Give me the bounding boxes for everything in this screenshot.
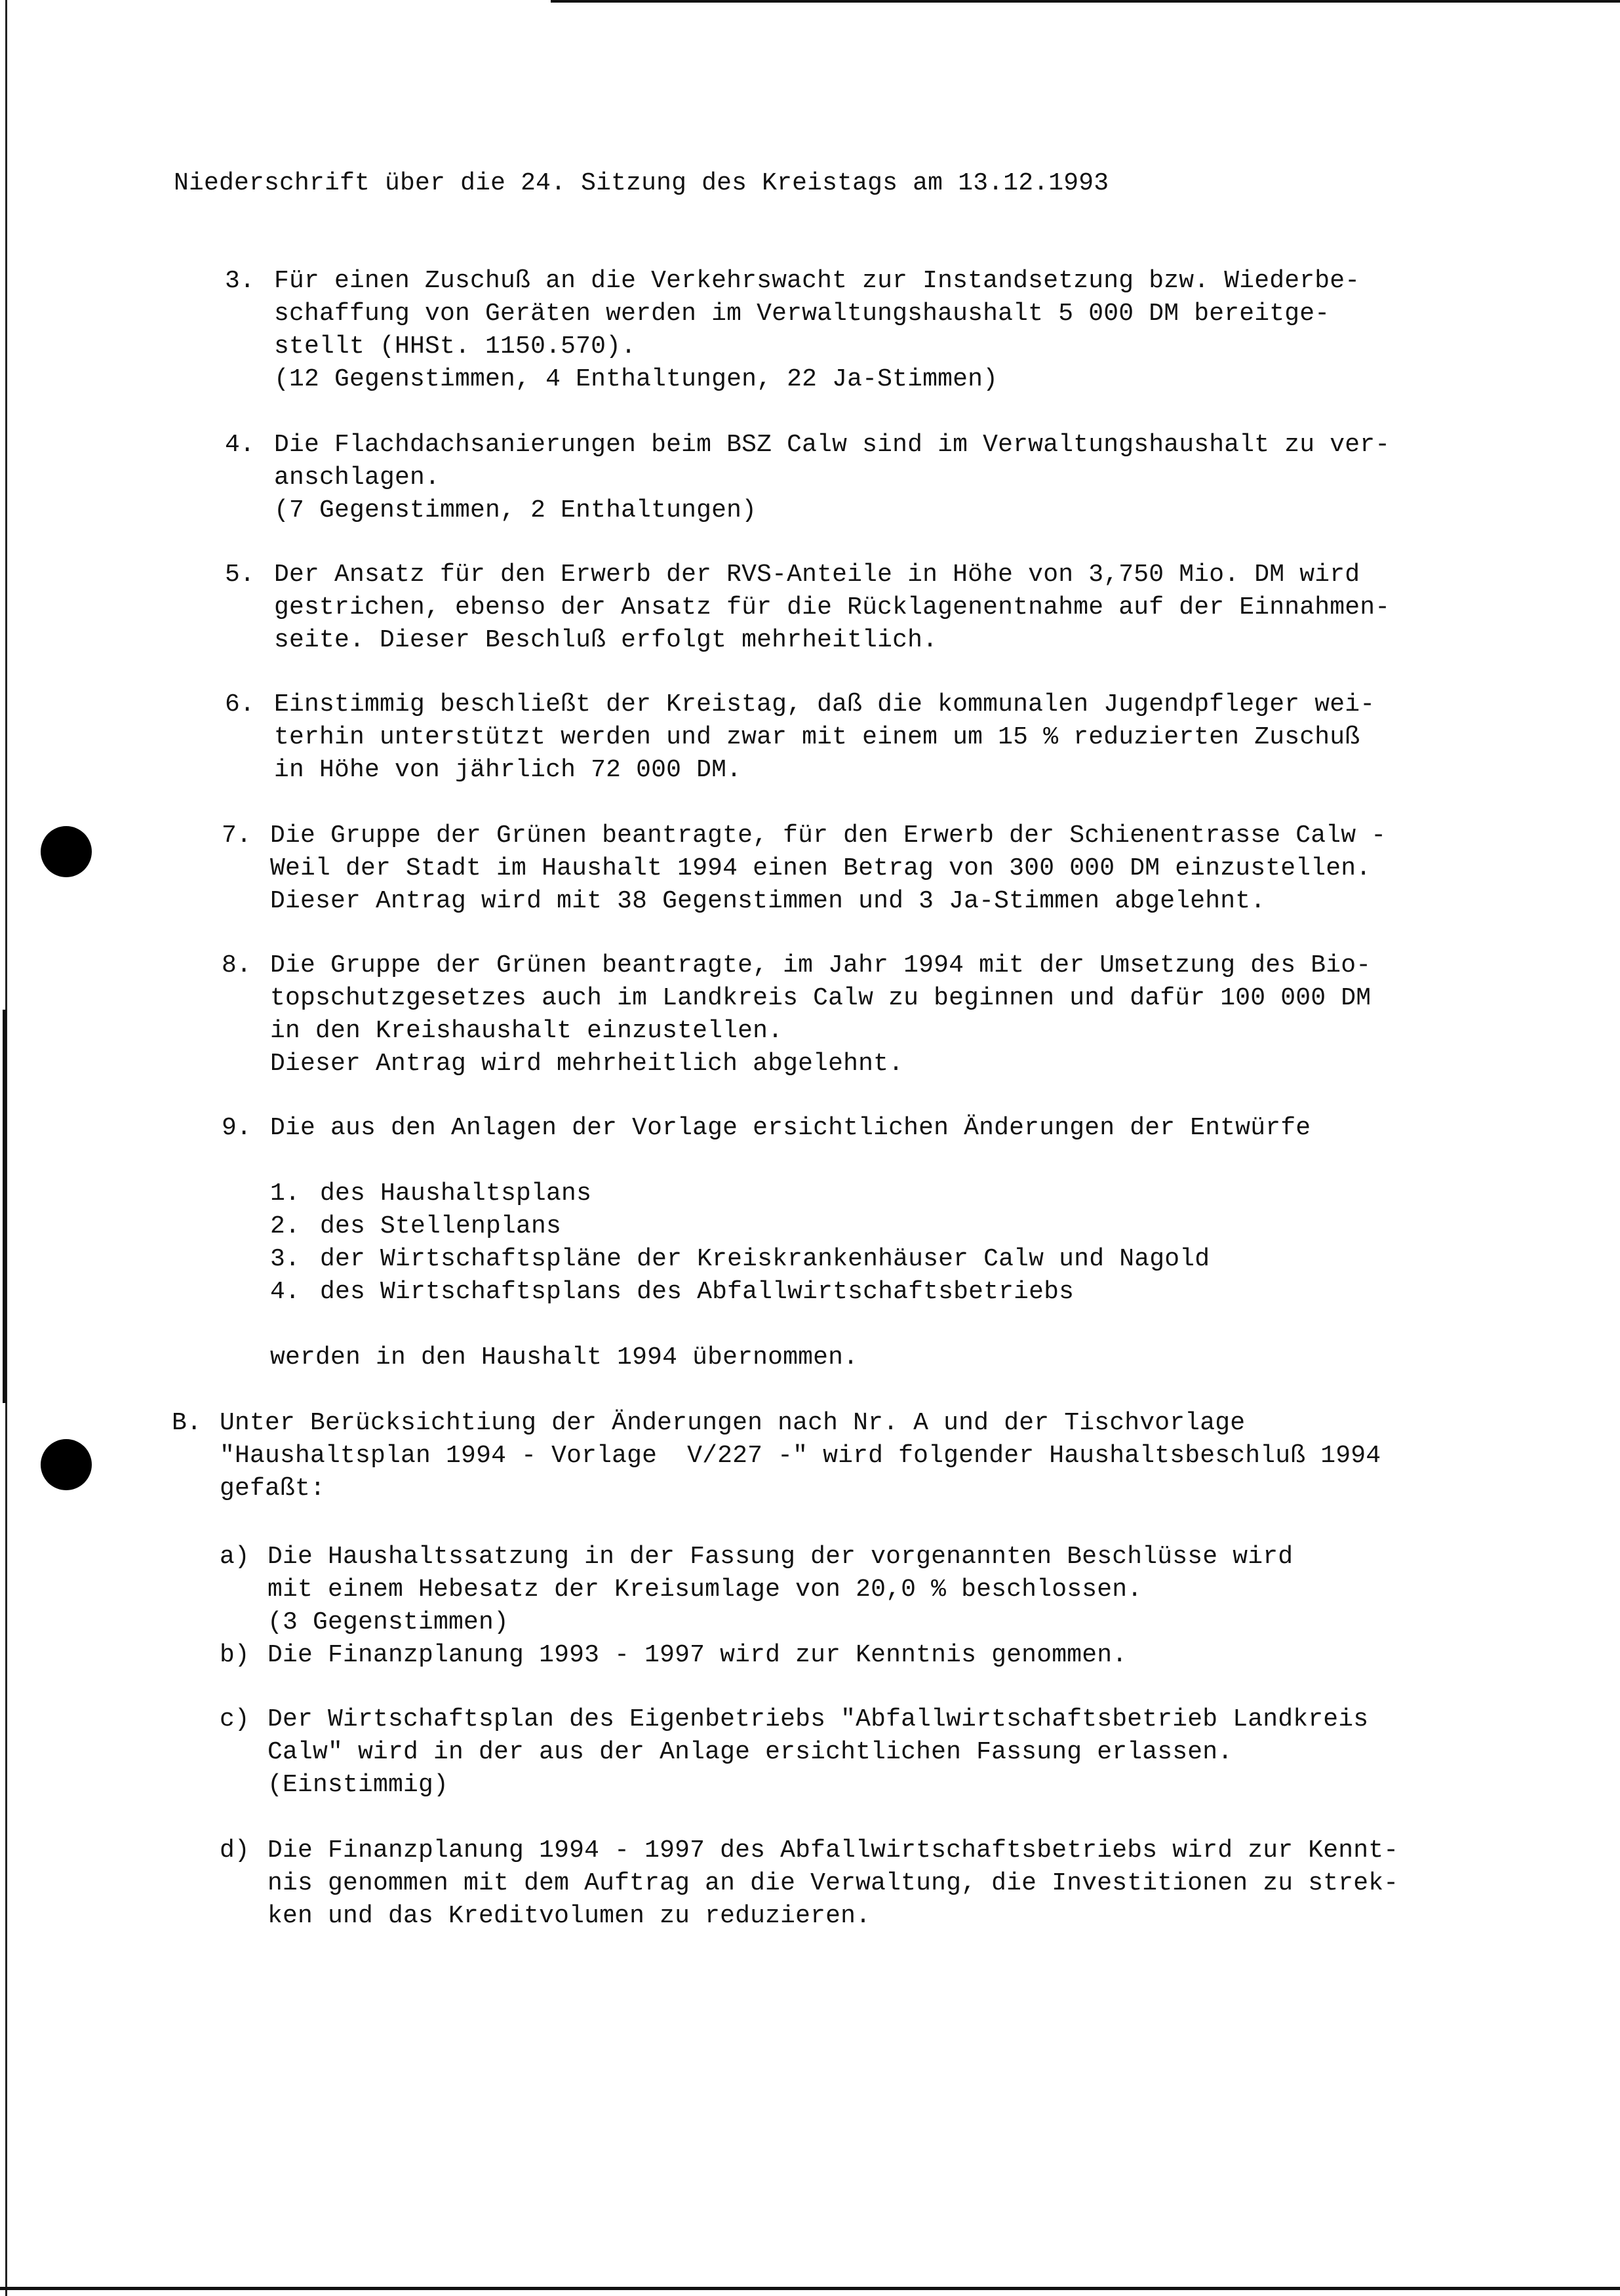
item-line: Dieser Antrag wird mit 38 Gegenstimmen und 3 Ja-Stimmen abgelehnt. — [270, 887, 1266, 915]
subitem-line: Die Finanzplanung 1993 - 1997 wird zur Kenntnis genommen. — [267, 1641, 1128, 1669]
punch-hole-upper — [41, 826, 92, 877]
page-header: Niederschrift über die 24. Sitzung des Kreistags am 13.12.1993 — [174, 169, 1109, 197]
subitem-line: Die Haushaltssatzung in der Fassung der vorgenannten Beschlüsse wird — [267, 1543, 1294, 1571]
subitem-label-c: c) — [220, 1705, 250, 1733]
item-number: 9. — [222, 1114, 252, 1142]
item-line: schaffung von Geräten werden im Verwaltungshaushalt 5 000 DM bereitge- — [274, 300, 1330, 328]
item9-closing: werden in den Haushalt 1994 übernommen. — [270, 1343, 859, 1372]
item-line: Einstimmig beschließt der Kreistag, daß die kommunalen Jugendpfleger wei- — [274, 690, 1375, 719]
scan-edge-left-shadow — [3, 1010, 7, 1403]
sublist-item: des Wirtschaftsplans des Abfallwirtschaftsbetriebs — [320, 1278, 1075, 1306]
item-line: seite. Dieser Beschluß erfolgt mehrheitlich. — [274, 626, 938, 654]
item-number: 5. — [225, 561, 255, 589]
scan-edge-bottom — [0, 2287, 1620, 2290]
subitem-line: mit einem Hebesatz der Kreisumlage von 20,0 % beschlossen. — [267, 1575, 1143, 1604]
sublist-item: des Haushaltsplans — [320, 1179, 592, 1208]
item-line: Die aus den Anlagen der Vorlage ersichtlichen Änderungen der Entwürfe — [270, 1114, 1311, 1142]
item-line: gestrichen, ebenso der Ansatz für die Rücklagenentnahme auf der Einnahmen- — [274, 593, 1391, 622]
item-number: 3. — [225, 267, 255, 295]
item-line: Die Flachdachsanierungen beim BSZ Calw sind im Verwaltungshaushalt zu ver- — [274, 431, 1391, 459]
scan-edge-top — [551, 0, 1620, 3]
item-number: 7. — [222, 821, 252, 850]
item-line: Weil der Stadt im Haushalt 1994 einen Betrag von 300 000 DM einzustellen. — [270, 854, 1372, 882]
item-line: stellt (HHSt. 1150.570). — [274, 332, 637, 361]
item-line: topschutzgesetzes auch im Landkreis Calw zu beginnen und dafür 100 000 DM — [270, 984, 1372, 1012]
item-line: terhin unterstützt werden und zwar mit einem um 15 % reduzierten Zuschuß — [274, 723, 1360, 751]
item-line: Für einen Zuschuß an die Verkehrswacht zur Instandsetzung bzw. Wiederbe- — [274, 267, 1360, 295]
item-line: in den Kreishaushalt einzustellen. — [270, 1017, 783, 1045]
item-number: 8. — [222, 951, 252, 980]
item-line: (12 Gegenstimmen, 4 Enthaltungen, 22 Ja-Stimmen) — [274, 365, 998, 393]
sublist-number: 1. — [270, 1179, 300, 1208]
sublist-number: 4. — [270, 1278, 300, 1306]
sublist-item: der Wirtschaftspläne der Kreiskrankenhäuser Calw und Nagold — [320, 1245, 1210, 1273]
section-b-label: B. — [172, 1409, 202, 1437]
item-line: anschlagen. — [274, 464, 441, 492]
subitem-label-d: d) — [220, 1836, 250, 1865]
subitem-line: Calw" wird in der aus der Anlage ersichtlichen Fassung erlassen. — [267, 1738, 1233, 1766]
subitem-line: Die Finanzplanung 1994 - 1997 des Abfallwirtschaftsbetriebs wird zur Kennt- — [267, 1836, 1399, 1865]
subitem-label-a: a) — [220, 1543, 250, 1571]
item-line: Der Ansatz für den Erwerb der RVS-Anteile in Höhe von 3,750 Mio. DM wird — [274, 561, 1360, 589]
section-b-line: "Haushaltsplan 1994 - Vorlage V/227 -" wird folgender Haushaltsbeschluß 1994 — [220, 1442, 1381, 1470]
section-b-line: Unter Berücksichtiung der Änderungen nach Nr. A und der Tischvorlage — [220, 1409, 1246, 1437]
section-b-line: gefaßt: — [220, 1475, 326, 1503]
subitem-line: (Einstimmig) — [267, 1771, 449, 1799]
item-line: (7 Gegenstimmen, 2 Enthaltungen) — [274, 496, 757, 525]
item-number: 4. — [225, 431, 255, 459]
item-number: 6. — [225, 690, 255, 719]
item-line: Dieser Antrag wird mehrheitlich abgelehnt. — [270, 1050, 904, 1078]
item-line: Die Gruppe der Grünen beantragte, im Jahr 1994 mit der Umsetzung des Bio- — [270, 951, 1372, 980]
item-line: in Höhe von jährlich 72 000 DM. — [274, 756, 742, 784]
subitem-line: nis genommen mit dem Auftrag an die Verwaltung, die Investitionen zu strek- — [267, 1869, 1399, 1897]
sublist-number: 3. — [270, 1245, 300, 1273]
item-line: Die Gruppe der Grünen beantragte, für den Erwerb der Schienentrasse Calw - — [270, 821, 1387, 850]
sublist-number: 2. — [270, 1212, 300, 1240]
subitem-label-b: b) — [220, 1641, 250, 1669]
punch-hole-lower — [41, 1439, 92, 1490]
subitem-line: ken und das Kreditvolumen zu reduzieren. — [267, 1902, 871, 1930]
sublist-item: des Stellenplans — [320, 1212, 562, 1240]
subitem-line: (3 Gegenstimmen) — [267, 1608, 509, 1636]
subitem-line: Der Wirtschaftsplan des Eigenbetriebs "Abfallwirtschaftsbetrieb Landkreis — [267, 1705, 1369, 1733]
